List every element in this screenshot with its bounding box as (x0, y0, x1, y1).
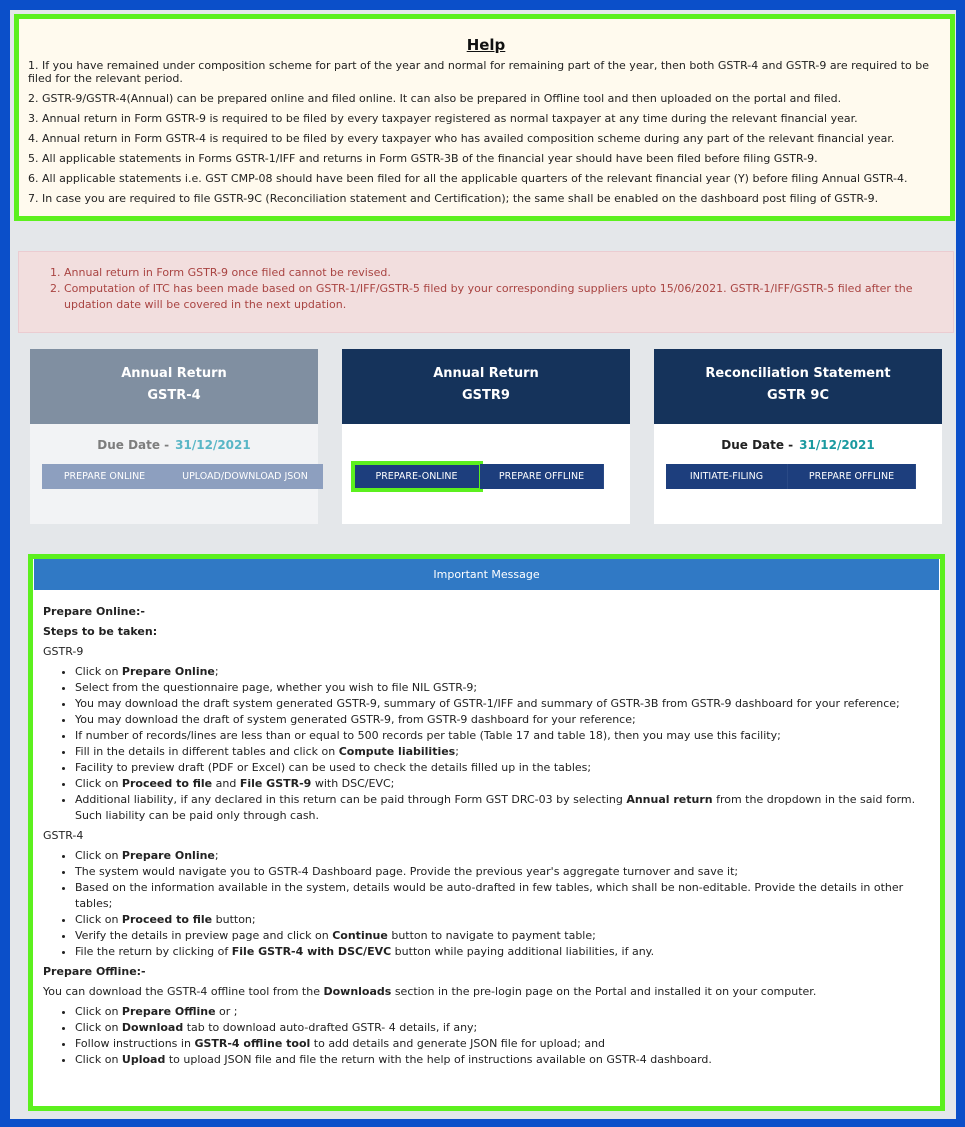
list-item: • Click on Prepare Offline or ; (75, 1004, 930, 1020)
due-date-value: 31/12/2021 (175, 438, 251, 452)
help-item: 3. Annual return in Form GSTR-9 is required to be filed by every taxpayer registered as normal taxpayer at any time during the relevant financial year. (28, 112, 858, 125)
due-date-label: Due Date - (721, 438, 794, 452)
help-item: 6. All applicable statements i.e. GST CMP-08 should have been filed for all the applicable quarters of the relevant financial year (Y) before filing Annual GSTR-4. (28, 172, 908, 185)
gstr9-label: GSTR-9 (43, 645, 84, 658)
card-title: Reconciliation Statement (705, 366, 891, 381)
due-date-value: 31/12/2021 (799, 438, 875, 452)
card-title: Annual Return (121, 366, 227, 381)
prepare-online-heading: Prepare Online:- (43, 605, 145, 618)
list-item: • Additional liability, if any declared in this return can be paid through Form GST DRC-03 by selecting Annual return from the dropdown in the said form. Such liability can be paid only through cash. (75, 792, 930, 824)
card-subtitle: GSTR9 (462, 388, 510, 403)
help-item: 7. In case you are required to file GSTR-9C (Reconciliation statement and Certification); the same shall be enabled on the dashboard post filing of GSTR-9. (28, 192, 879, 205)
help-title: Help (466, 36, 506, 54)
important-message-header: Important Message (34, 559, 939, 590)
help-item: 5. All applicable statements in Forms GSTR-1/IFF and returns in Form GSTR-3B of the financial year should have been filed before filing GSTR-9. (28, 152, 818, 165)
card-gstr9-header (342, 349, 630, 424)
card-gstr9c (654, 349, 942, 524)
important-message-panel (28, 554, 945, 1111)
list-item: • Click on Upload to upload JSON file and file the return with the help of instructions available on GSTR-4 dashboard. (75, 1052, 930, 1068)
prepare-offline-button[interactable]: PREPARE OFFLINE (480, 464, 604, 489)
page (10, 10, 956, 1119)
important-message-body (33, 590, 940, 1068)
list-item: • Based on the information available in the system, details would be auto-drafted in few tables, which shall be non-editable. Provide the details in other tables; (75, 880, 930, 912)
list-item: • Follow instructions in GSTR-4 offline tool to add details and generate JSON file for upload; and (75, 1036, 930, 1052)
list-item: • File the return by clicking of File GSTR-4 with DSC/EVC button while paying additional liabilities, if any. (75, 944, 930, 960)
list-item: • Click on Download tab to download auto-drafted GSTR- 4 details, if any; (75, 1020, 930, 1036)
list-item: • Click on Proceed to file button; (75, 912, 930, 928)
card-gstr9c-buttons (666, 464, 916, 489)
initiate-filing-button[interactable]: INITIATE-FILING (666, 464, 788, 489)
card-subtitle: GSTR 9C (766, 388, 830, 403)
gstr9-steps-list (75, 664, 930, 824)
list-item: • Click on Prepare Online; (75, 664, 930, 680)
list-item: • Select from the questionnaire page, whether you wish to file NIL GSTR-9; (75, 680, 930, 696)
due-date-row (30, 438, 318, 454)
help-item: 4. Annual return in Form GSTR-4 is required to be filed by every taxpayer who has availed composition scheme during any part of the relevant financial year. (28, 132, 895, 145)
card-gstr9c-header (654, 349, 942, 424)
list-item: • Facility to preview draft (PDF or Excel) can be used to check the details filled up in the tables; (75, 760, 930, 776)
help-item: 2. GSTR-9/GSTR-4(Annual) can be prepared online and filed online. It can also be prepared in Offline tool and then uploaded on the portal and filed. (28, 92, 842, 105)
due-date-label: Due Date - (97, 438, 170, 452)
card-gstr4-header (30, 349, 318, 424)
prepare-offline-heading: Prepare Offline:- (43, 965, 146, 978)
gstr4-label: GSTR-4 (43, 829, 84, 842)
alert-panel (18, 251, 954, 333)
alert-item: 1. Annual return in Form GSTR-9 once filed cannot be revised. (64, 265, 937, 281)
prepare-online-button[interactable]: PREPARE-ONLINE (354, 464, 480, 489)
list-item: • If number of records/lines are less than or equal to 500 records per table (Table 17 and table 18), then you may use this facility; (75, 728, 930, 744)
offline-steps-list (75, 1004, 930, 1068)
list-item: • The system would navigate you to GSTR-4 Dashboard page. Provide the previous year's aggregate turnover and save it; (75, 864, 930, 880)
list-item: • You may download the draft system generated GSTR-9, summary of GSTR-1/IFF and summary of GSTR-3B from GSTR-9 dashboard for your reference; (75, 696, 930, 712)
prepare-online-button[interactable]: PREPARE ONLINE (42, 464, 168, 489)
list-item: • You may download the draft of system generated GSTR-9, from GSTR-9 dashboard for your reference; (75, 712, 930, 728)
help-item: 1. If you have remained under composition scheme for part of the year and normal for remaining part of the year, then both GSTR-4 and GSTR-9 are required to be filed for the relevant period. (28, 59, 929, 85)
list-item: • Fill in the details in different tables and click on Compute liabilities; (75, 744, 930, 760)
card-gstr9-buttons (354, 464, 604, 489)
prepare-offline-button[interactable]: PREPARE OFFLINE (788, 464, 916, 489)
card-subtitle: GSTR-4 (147, 388, 201, 403)
list-item: • Verify the details in preview page and click on Continue button to navigate to payment table; (75, 928, 930, 944)
help-panel (14, 14, 955, 221)
due-date-row-empty (342, 438, 630, 454)
card-gstr4 (30, 349, 318, 524)
list-item: • Click on Prepare Online; (75, 848, 930, 864)
card-gstr9 (342, 349, 630, 524)
gstr4-steps-list (75, 848, 930, 960)
steps-heading: Steps to be taken: (43, 625, 158, 638)
card-title: Annual Return (433, 366, 539, 381)
offline-intro: You can download the GSTR-4 offline tool from the Downloads section in the pre-login page on the Portal and installed it on your computer. (43, 985, 817, 998)
upload-download-json-button[interactable]: UPLOAD/DOWNLOAD JSON (168, 464, 323, 489)
due-date-row (654, 438, 942, 454)
list-item: • Click on Proceed to file and File GSTR-9 with DSC/EVC; (75, 776, 930, 792)
alert-item: 2. Computation of ITC has been made based on GSTR-1/IFF/GSTR-5 filed by your corresponding suppliers upto 15/06/2021. GSTR-1/IFF/GSTR-5 filed after the updation date will be covered in the next updation. (64, 281, 937, 313)
card-gstr4-buttons (42, 464, 323, 489)
